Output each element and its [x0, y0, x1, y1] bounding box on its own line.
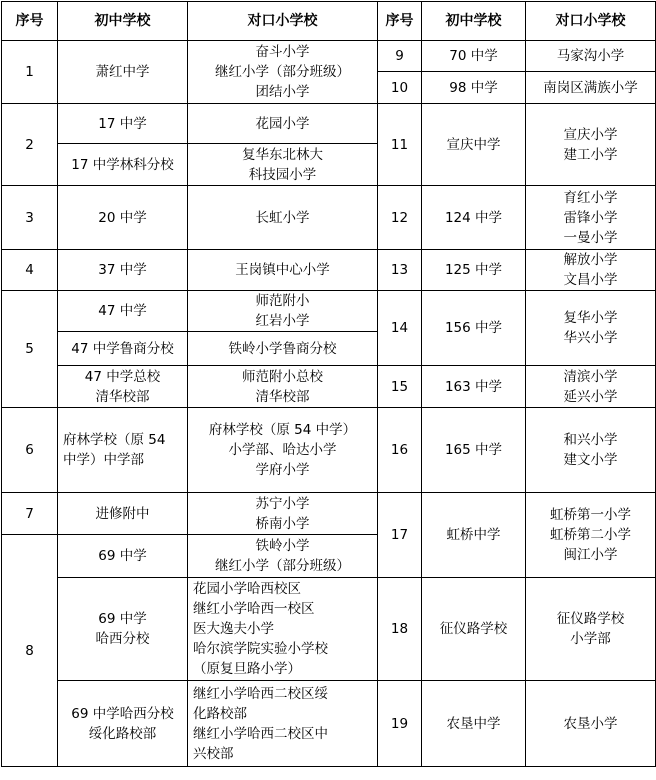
seq-cell: 6	[2, 408, 58, 493]
middle-school-cell: 萧红中学	[58, 41, 188, 104]
middle-school-cell: 宣庆中学	[422, 104, 526, 186]
primary-school-cell: 复华东北林大 科技园小学	[188, 144, 378, 186]
middle-school-cell: 69 中学	[58, 535, 188, 578]
seq-cell: 5	[2, 291, 58, 408]
seq-cell: 18	[378, 578, 422, 681]
table-row	[2, 408, 656, 493]
seq-cell: 19	[378, 681, 422, 767]
seq-cell: 8	[2, 535, 58, 767]
seq-cell: 16	[378, 408, 422, 493]
primary-school-cell: 花园小学哈西校区 继红小学哈西一校区 医大逸夫小学 哈尔滨学院实验小学校 （原复旦路小学）	[188, 578, 378, 681]
primary-school-cell: 师范附小总校 清华校部	[188, 366, 378, 408]
middle-school-cell: 47 中学鲁商分校	[58, 332, 188, 366]
table-row	[2, 104, 656, 144]
middle-school-cell: 37 中学	[58, 250, 188, 291]
seq-cell: 10	[378, 72, 422, 104]
primary-school-cell: 府林学校（原 54 中学） 小学部、哈达小学 学府小学	[188, 408, 378, 493]
primary-school-cell: 继红小学哈西二校区绥 化路校部 继红小学哈西二校区中 兴校部	[188, 681, 378, 767]
primary-school-cell: 征仪路学校 小学部	[526, 578, 656, 681]
middle-school-cell: 47 中学总校 清华校部	[58, 366, 188, 408]
middle-school-cell: 农垦中学	[422, 681, 526, 767]
header-primary-school: 对口小学校	[526, 2, 656, 41]
middle-school-cell: 虹桥中学	[422, 493, 526, 578]
middle-school-cell: 69 中学哈西分校 绥化路校部	[58, 681, 188, 767]
primary-school-cell: 长虹小学	[188, 186, 378, 250]
middle-school-cell: 69 中学 哈西分校	[58, 578, 188, 681]
middle-school-cell: 156 中学	[422, 291, 526, 366]
seq-cell: 9	[378, 41, 422, 72]
table-row	[2, 186, 656, 250]
table-row	[2, 493, 656, 535]
middle-school-cell: 府林学校（原 54 中学）中学部	[58, 408, 188, 493]
middle-school-cell: 125 中学	[422, 250, 526, 291]
middle-school-cell: 47 中学	[58, 291, 188, 332]
middle-school-cell: 124 中学	[422, 186, 526, 250]
middle-school-cell: 征仪路学校	[422, 578, 526, 681]
table-row	[2, 291, 656, 332]
middle-school-cell: 70 中学	[422, 41, 526, 72]
seq-cell: 2	[2, 104, 58, 186]
primary-school-cell: 南岗区满族小学	[526, 72, 656, 104]
table-row	[2, 578, 656, 681]
primary-school-cell: 铁岭小学 继红小学（部分班级）	[188, 535, 378, 578]
primary-school-cell: 解放小学 文昌小学	[526, 250, 656, 291]
seq-cell: 3	[2, 186, 58, 250]
table-row	[2, 681, 656, 767]
middle-school-cell: 进修附中	[58, 493, 188, 535]
middle-school-cell: 163 中学	[422, 366, 526, 408]
school-assignment-table	[1, 1, 656, 767]
primary-school-cell: 清滨小学 延兴小学	[526, 366, 656, 408]
primary-school-cell: 奋斗小学 继红小学（部分班级） 团结小学	[188, 41, 378, 104]
seq-cell: 11	[378, 104, 422, 186]
seq-cell: 4	[2, 250, 58, 291]
primary-school-cell: 王岗镇中心小学	[188, 250, 378, 291]
header-seq: 序号	[378, 2, 422, 41]
middle-school-cell: 165 中学	[422, 408, 526, 493]
table-row	[2, 250, 656, 291]
primary-school-cell: 铁岭小学鲁商分校	[188, 332, 378, 366]
header-middle-school: 初中学校	[58, 2, 188, 41]
primary-school-cell: 复华小学 华兴小学	[526, 291, 656, 366]
primary-school-cell: 育红小学 雷锋小学 一曼小学	[526, 186, 656, 250]
primary-school-cell: 农垦小学	[526, 681, 656, 767]
table-row	[2, 41, 656, 72]
middle-school-cell: 17 中学	[58, 104, 188, 144]
primary-school-cell: 和兴小学 建文小学	[526, 408, 656, 493]
table-row	[2, 366, 656, 408]
primary-school-cell: 苏宁小学 桥南小学	[188, 493, 378, 535]
seq-cell: 15	[378, 366, 422, 408]
middle-school-cell: 98 中学	[422, 72, 526, 104]
seq-cell: 1	[2, 41, 58, 104]
primary-school-cell: 宣庆小学 建工小学	[526, 104, 656, 186]
middle-school-cell: 17 中学林科分校	[58, 144, 188, 186]
header-middle-school: 初中学校	[422, 2, 526, 41]
primary-school-cell: 马家沟小学	[526, 41, 656, 72]
header-primary-school: 对口小学校	[188, 2, 378, 41]
seq-cell: 14	[378, 291, 422, 366]
seq-cell: 17	[378, 493, 422, 578]
primary-school-cell: 虹桥第一小学 虹桥第二小学 闽江小学	[526, 493, 656, 578]
header-row	[2, 2, 656, 41]
seq-cell: 12	[378, 186, 422, 250]
middle-school-cell: 20 中学	[58, 186, 188, 250]
header-seq: 序号	[2, 2, 58, 41]
primary-school-cell: 师范附小 红岩小学	[188, 291, 378, 332]
seq-cell: 7	[2, 493, 58, 535]
primary-school-cell: 花园小学	[188, 104, 378, 144]
seq-cell: 13	[378, 250, 422, 291]
